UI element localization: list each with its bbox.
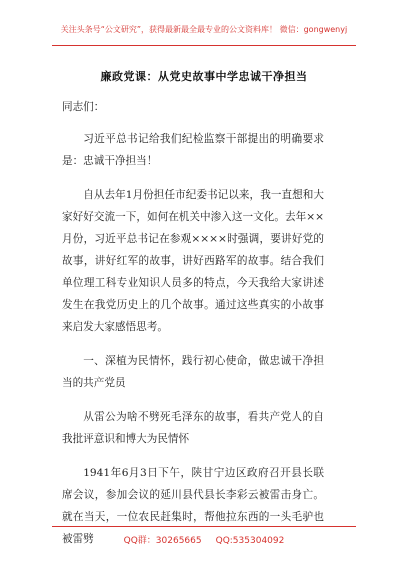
footer-contact bbox=[0, 533, 408, 546]
footer-qq-group: QQ群：30265665 bbox=[123, 536, 202, 546]
section-heading: 一、深植为民情怀，践行初心使命，做忠诚干净担当的共产党员 bbox=[62, 355, 324, 389]
salutation: 同志们： bbox=[62, 101, 105, 113]
document-body bbox=[62, 96, 324, 562]
paragraph: 习近平总书记给我们纪检监察干部提出的明确要求是：忠诚干净担当！ bbox=[62, 133, 324, 167]
header-promo: 关注头条号“公文研究”，获得最新最全最专业的公文资料库！ 微信：gongwenyj bbox=[60, 25, 348, 34]
paragraph: 1941年6月3日下午，陕甘宁边区政府召开县长联席会议，参加会议的延川县代县长李彩云被雷击身亡。就在当天，一位农民赶集时，帮他拉东西的一头毛驴也被雷劈 bbox=[62, 467, 324, 545]
document-title: 廉政党课：从党史故事中学忠诚干净担当 bbox=[100, 70, 308, 83]
header-divider bbox=[52, 45, 356, 46]
footer-qq: QQ:535304092 bbox=[215, 536, 285, 546]
subsection-heading: 从雷公为啥不劈死毛泽东的故事，看共产党人的自我批评意识和博大为民情怀 bbox=[62, 411, 324, 445]
paragraph: 自从去年1月份担任市纪委书记以来，我一直想和大家好好交流一下，如何在机关中渗入这一文化。去年××月份，习近平总书记在参观××××时强调，要讲好党的故事，讲好红军的故事，讲好西路军的故事。结合我们单位理工科专业知识人员多的特点，今天我给大家讲述发生在我党历史上的几个故事。通过这些真实的小故事来启发大家感悟思考。 bbox=[62, 189, 324, 333]
footer-divider bbox=[52, 526, 356, 527]
